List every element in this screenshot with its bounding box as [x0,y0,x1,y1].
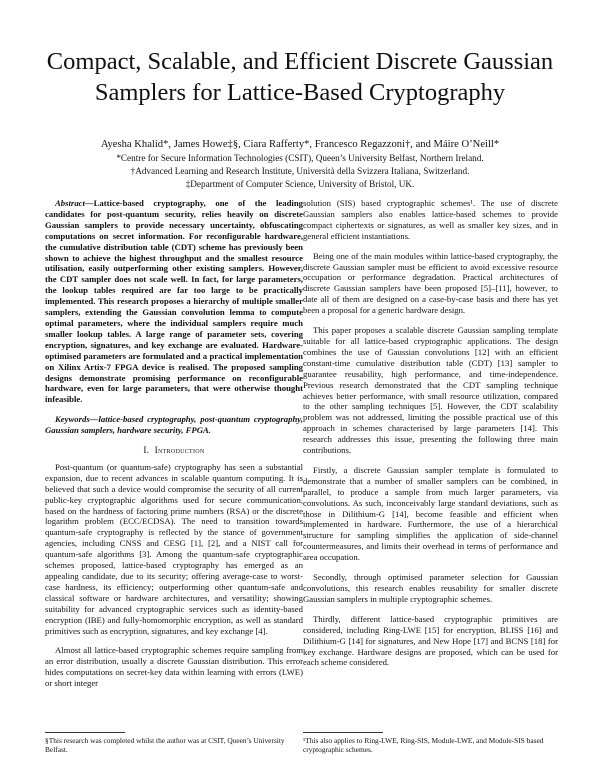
footnote-schemes: ¹This also applies to Ring-LWE, Ring-SIS, Module-LWE, and Module-SIS based cryptographic schemes. [303,736,544,754]
abstract [45,198,303,405]
paragraph: Almost all lattice-based cryptographic schemes require sampling from an error distribution, usually a discrete Gaussian distribution. This error hides computations on secret-key data within learning with errors (LWE) or short integer [45,645,303,689]
paragraph: Thirdly, different lattice-based cryptographic primitives are considered, including Ring-LWE [15] for encryption, BLISS [16] and Dilithium-G [14] for signatures, and New Hope [17] and BCNS [18] for key exchange. Hardware designs are proposed, which can be used for each scheme considered. [303,613,558,668]
paragraph: Secondly, through optimised parameter selection for Gaussian convolutions, this research enables reusability for smaller discrete Gaussian samplers in multiple cryptographic schemes. [303,572,558,604]
affiliation-bristol: ‡Department of Computer Science, University of Bristol, UK. [185,179,415,189]
paragraph: Firstly, a discrete Gaussian sampler template is formulated to demonstrate that a number of smaller samplers can be combined, in parallel, to produce a sample from much larger parameters, via convolutions. As such, inconceivably large standard deviations, such as those in Dilithium-G [14], become feasible and efficient when implemented in hardware. Furthermore, the use of a hierarchical structure for sampling simplifies the application of side-channel countermeasures, and limits their overhead in terms of performance and area occupation. [303,464,558,563]
section-title: Introduction [154,445,205,456]
author-list: Ayesha Khalid*, James Howe‡§, Ciara Rafferty*, Francesco Regazzoni†, and Máire O’Neill* [100,139,500,150]
section-number: I. [143,445,150,456]
paragraph: Post-quantum (or quantum-safe) cryptography has seen a substantial expansion, due to recent advances in scalable quantum computing. It is believed that such a device would compromise the security of all current public-key cryptographic algorithms used for secure communication, based on the hardness of factoring prime numbers (RSA) or the discrete logarithm problem (ECC/ECDSA). The need to transition towards quantum-safe cryptography is reflected by the stance of government agencies, including CNSS and CESG [1], [2], and a NIST call for quantum-safe algorithms [3]. Among the quantum-safe cryptographic schemes proposed, lattice-based cryptography has emerged as an appealing candidate, due to its security; offering average-case to worst-case hardness, its efficiency; outperforming other quantum-safe and classical software or hardware architectures, and versatility; showing suitability for advanced cryptographic services such as identity-based encryption (IBE) and fully-homomorphic encryption, as well as standard primitives such as encryption, signatures, and key exchange [4]. [45,461,303,636]
right-column [303,198,558,677]
section-heading-introduction [45,445,303,456]
footnote-author: §This research was completed whilst the author was at CSIT, Queen’s University Belfast. [45,736,285,754]
paragraph: solution (SIS) based cryptographic schemes¹. The use of discrete Gaussian samplers also enables lattice-based schemes to provide compact ciphertexts or signatures, as well as smaller key sizes, and in general efficient instantiations. [303,198,558,241]
paragraph: Being one of the main modules within lattice-based cryptography, the discrete Gaussian sampler must be efficient to avoid excessive resource occupation or performance degradation. Practical architectures of discrete Gaussian samplers have been proposed [5]–[11], however, to date all of them are designed on a case-by-case basis and there has yet been a proposal for a generic hardware design. [303,250,558,316]
keywords: Keywords—lattice-based cryptography, post-quantum cryptography, Gaussian samplers, hardware security, FPGA. [45,414,303,436]
paper-title: Compact, Scalable, and Efficient Discrete Gaussian Samplers for Lattice-Based Cryptography [46,48,554,106]
abstract-label: Abstract— [55,198,94,208]
footnote-rule [303,732,383,733]
affiliation-csit: *Centre for Secure Information Technologies (CSIT), Queen’s University Belfast, Northern Ireland. [116,153,484,163]
abstract-text: Lattice-based cryptography, one of the leading candidates for post-quantum security, relies heavily on discrete Gaussian samplers to provide necessary uncertainty, obfuscating computations on secret information. For reconfigurable hardware, the cumulative distribution table (CDT) scheme has previously been shown to achieve the highest throughput and the smallest resource utilisation, easily outperforming other existing samplers. However, the CDT sampler does not scale well. In fact, for large parameters, the lookup tables required are far too large to be practically implemented. This research proposes a hierarchy of multiple smaller samplers, extending the Gaussian convolution lemma to compute optimal parameters, where the individual samplers require much smaller lookup tables. A large range of parameter sets, covering encryption, signatures, and key exchange are evaluated. Hardware-optimised parameters are formulated and a practical implementation on Xilinx Artix-7 FPGA device is realised. The proposed sampling designs demonstrate promising performance on reconfigurable hardware, even for large parameters, that were otherwise thought infeasible. [45,198,303,405]
footnote-rule [45,732,125,733]
paragraph: This paper proposes a scalable discrete Gaussian sampling template suitable for all lattice-based cryptographic applications. The design combines the use of Gaussian convolutions [12] with an efficient constant-time cumulative distribution table (CDT) [13] sampler to guarantee reusability, high performance, and time-independence. Previous research demonstrated that the CDT sampling technique achieves better performance, with small resource utilization, compared to the other sampling techniques [5]. However, the CDT scalability problem was not addressed, limiting the possible practical use of this approach in schemes characterised by large parameters [14]. This research addresses this issue, presenting the following three main contributions. [303,325,558,456]
affiliation-usi: †Advanced Learning and Research Institute, Università della Svizzera Italiana, Switzerland. [130,166,470,176]
left-column [45,198,303,698]
